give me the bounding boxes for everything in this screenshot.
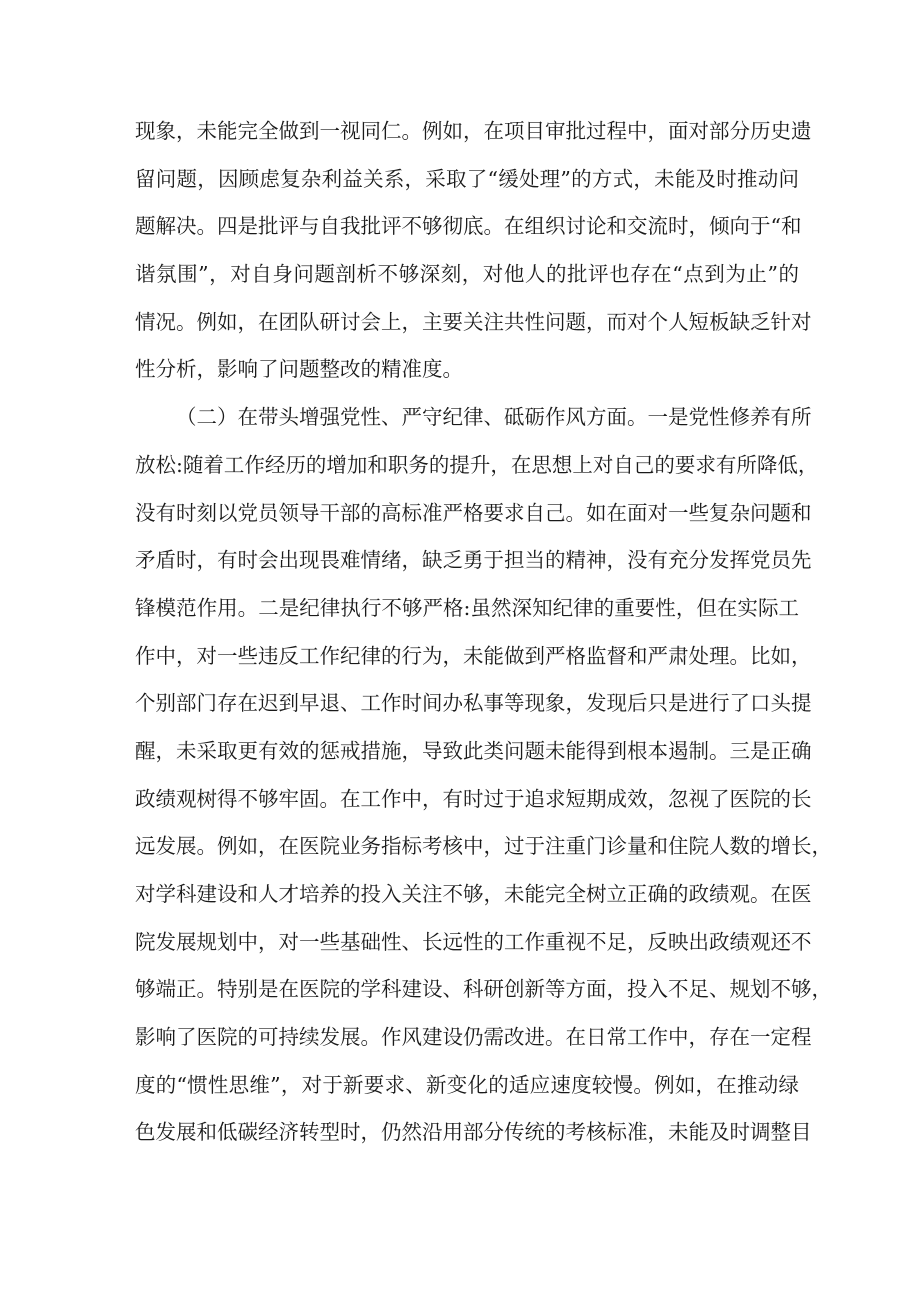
paragraph-line: 个别部门存在迟到早退、工作时间办私事等现象，发现后只是进行了口头提 <box>135 691 812 716</box>
paragraph-line: 政绩观树得不够牢固。在工作中，有时过于追求短期成效，忽视了医院的长 <box>135 786 812 811</box>
paragraph-1 <box>135 108 812 394</box>
paragraph-line: 锋模范作用。二是纪律执行不够严格:虽然深知纪律的重要性，但在实际工 <box>135 595 799 620</box>
paragraph-line: （二）在带头增强党性、严守纪律、砥砺作风方面。一是党性修养有所 <box>176 405 812 430</box>
paragraph-line: 够端正。特别是在医院的学科建设、科研创新等方面，投入不足、规划不够， <box>135 977 832 1002</box>
paragraph-line: 没有时刻以党员领导干部的高标准严格要求自己。如在面对一些复杂问题和 <box>135 500 812 525</box>
paragraph-line: 情况。例如，在团队研讨会上，主要关注共性问题，而对个人短板缺乏针对 <box>135 309 812 334</box>
paragraph-line: 作中，对一些违反工作纪律的行为，未能做到严格监督和严肃处理。比如， <box>135 643 812 668</box>
paragraph-line: 影响了医院的可持续发展。作风建设仍需改进。在日常工作中，存在一定程 <box>135 1025 812 1050</box>
paragraph-line: 度的“惯性思维”，对于新要求、新变化的适应速度较慢。例如，在推动绿 <box>135 1072 799 1097</box>
document-body <box>135 108 832 1157</box>
paragraph-line: 远发展。例如，在医院业务指标考核中，过于注重门诊量和住院人数的增长， <box>135 834 832 859</box>
paragraph-line: 醒，未采取更有效的惩戒措施，导致此类问题未能得到根本遏制。三是正确 <box>135 738 812 763</box>
paragraph-line: 性分析，影响了问题整改的精准度。 <box>135 357 463 382</box>
paragraph-line: 放松:随着工作经历的增加和职务的提升，在思想上对自己的要求有所降低， <box>135 452 819 477</box>
paragraph-line: 院发展规划中，对一些基础性、长远性的工作重视不足，反映出政绩观还不 <box>135 929 812 954</box>
paragraph-line: 留问题，因顾虑复杂利益关系，采取了“缓处理”的方式，未能及时推动问 <box>135 166 799 191</box>
paragraph-2 <box>135 394 832 1157</box>
paragraph-line: 现象，未能完全做到一视同仁。例如，在项目审批过程中，面对部分历史遗 <box>135 119 812 143</box>
paragraph-line: 对学科建设和人才培养的投入关注不够，未能完全树立正确的政绩观。在医 <box>135 882 812 906</box>
paragraph-line: 谐氛围”，对自身问题剖析不够深刻，对他人的批评也存在“点到为止”的 <box>135 262 799 287</box>
paragraph-line: 色发展和低碳经济转型时，仍然沿用部分传统的考核标准，未能及时调整目 <box>135 1120 812 1145</box>
paragraph-line: 题解决。四是批评与自我批评不够彻底。在组织讨论和交流时，倾向于“和 <box>135 214 802 239</box>
paragraph-line: 矛盾时，有时会出现畏难情绪，缺乏勇于担当的精神，没有充分发挥党员先 <box>135 548 812 573</box>
